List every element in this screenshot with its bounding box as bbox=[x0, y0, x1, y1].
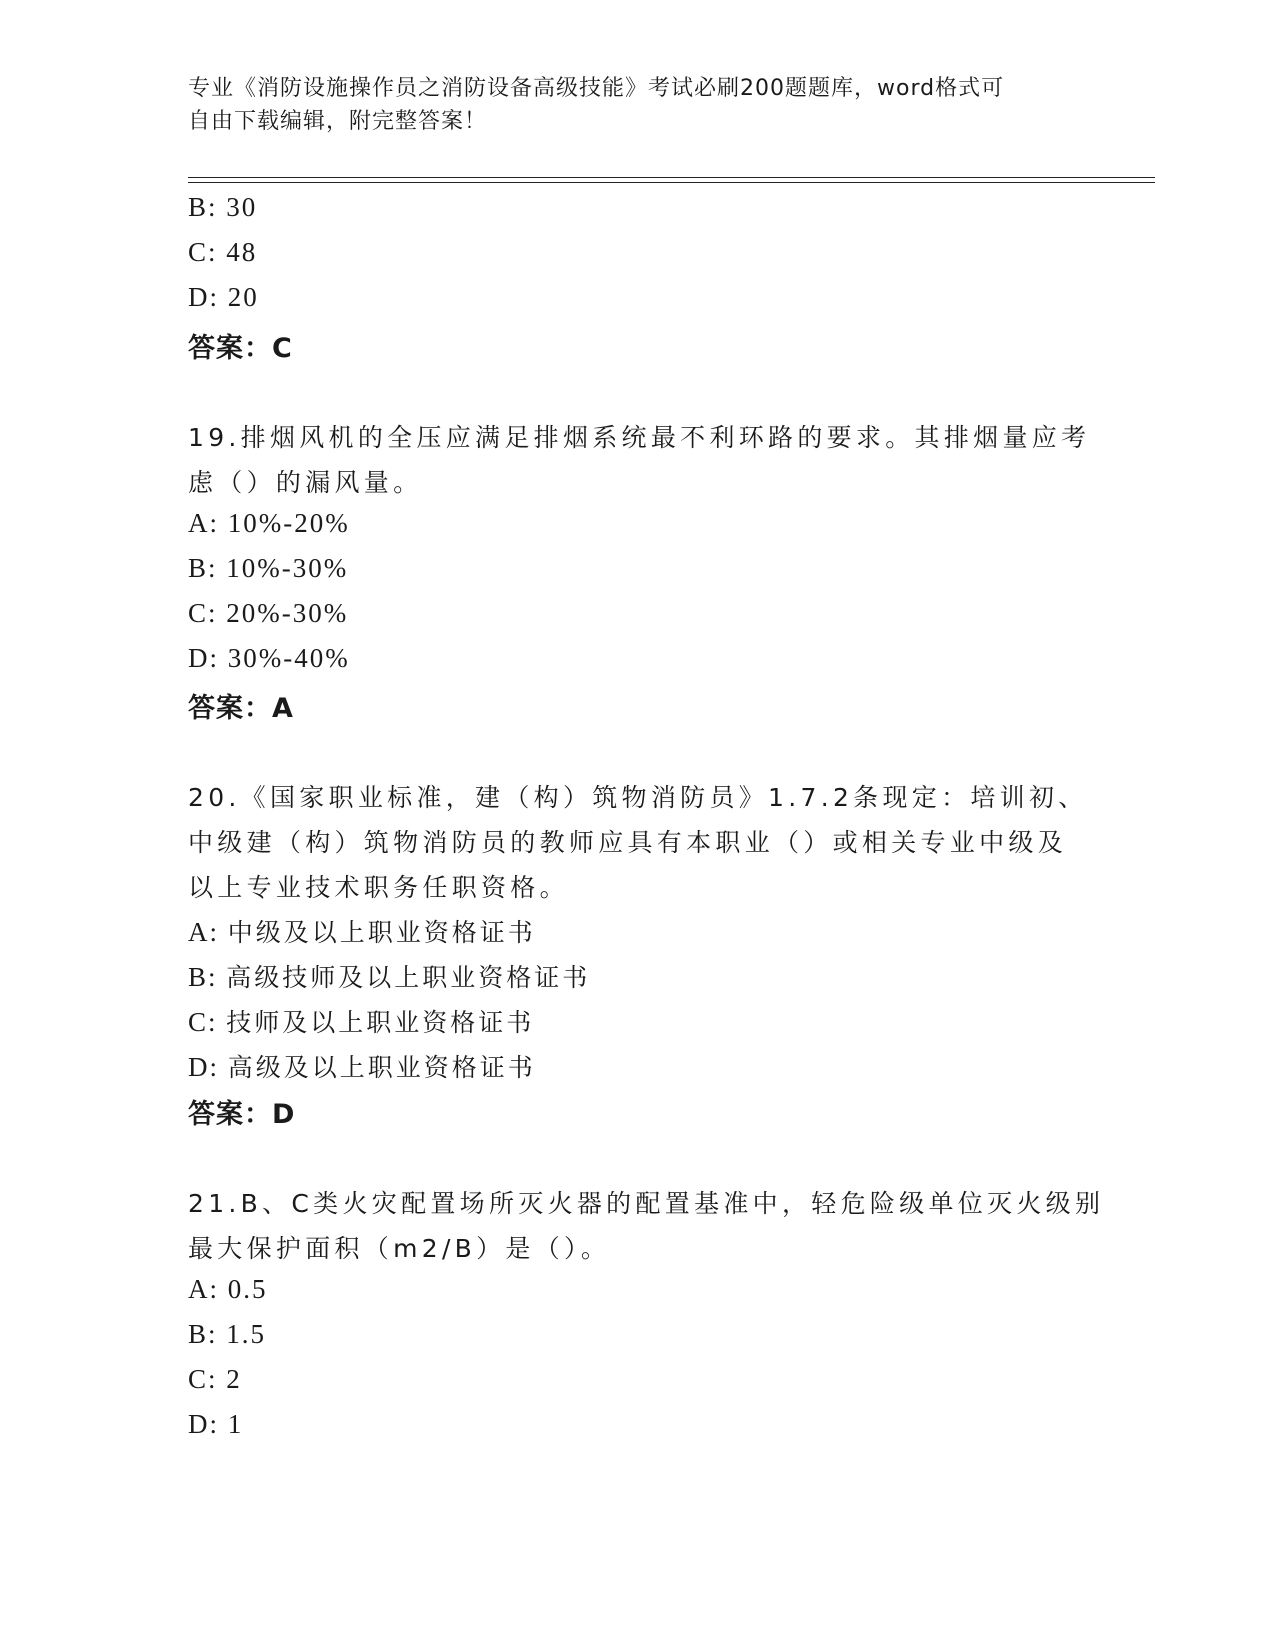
q20-answer: 答案：D bbox=[188, 1099, 296, 1130]
q20-option-b-text: 高级技师及以上职业资格证书 bbox=[226, 963, 591, 992]
q20-option-d-text: 高级及以上职业资格证书 bbox=[227, 1053, 536, 1082]
q20-text-line-2: 中级建（构）筑物消防员的教师应具有本职业（）或相关专业中级及 bbox=[188, 828, 1068, 857]
document-header bbox=[188, 72, 1068, 138]
q19-option-d: D: 30%-40% bbox=[188, 643, 350, 673]
q19-option-a: A: 10%-20% bbox=[188, 508, 350, 538]
q18-option-b: B: 30 bbox=[188, 192, 258, 222]
q20-option-c-key: C: bbox=[188, 1007, 227, 1037]
q21-option-d: D: 1 bbox=[188, 1409, 244, 1439]
q21-text-line-1: 21.B、C类火灾配置场所灭火器的配置基准中，轻危险级单位灭火级别 bbox=[188, 1189, 1105, 1218]
q19-option-c: C: 20%-30% bbox=[188, 598, 349, 628]
q18-option-d: D: 20 bbox=[188, 282, 259, 312]
q20-option-d bbox=[188, 1048, 536, 1084]
q19-text-line-2: 虑（）的漏风量。 bbox=[188, 468, 423, 497]
q20-option-a-text: 中级及以上职业资格证书 bbox=[227, 918, 536, 947]
q20-option-a bbox=[188, 913, 536, 949]
q21-option-c: C: 2 bbox=[188, 1364, 242, 1394]
q18-answer: 答案：C bbox=[188, 333, 293, 364]
q20-option-b bbox=[188, 958, 590, 994]
q21-text-line-2: 最大保护面积（m2/B）是（）。 bbox=[188, 1234, 611, 1263]
q21-option-a: A: 0.5 bbox=[188, 1274, 268, 1304]
q20-option-b-key: B: bbox=[188, 962, 227, 992]
q20-option-a-key: A: bbox=[188, 917, 228, 947]
q18-option-c: C: 48 bbox=[188, 237, 258, 267]
header-line-2: 自由下载编辑，附完整答案！ bbox=[188, 109, 488, 134]
q20-text-line-1: 20.《国家职业标准，建（构）筑物消防员》1.7.2条现定：培训初、 bbox=[188, 783, 1088, 812]
header-divider-bottom bbox=[188, 182, 1155, 183]
q20-option-d-key: D: bbox=[188, 1052, 228, 1082]
q20-option-c bbox=[188, 1003, 534, 1039]
q21-option-b: B: 1.5 bbox=[188, 1319, 267, 1349]
header-divider-top bbox=[188, 177, 1155, 178]
q19-text-line-1: 19.排烟风机的全压应满足排烟系统最不利环路的要求。其排烟量应考 bbox=[188, 423, 1091, 452]
header-line-1: 专业《消防设施操作员之消防设备高级技能》考试必刷200题题库，word格式可 bbox=[188, 76, 1005, 101]
q19-answer: 答案：A bbox=[188, 693, 294, 724]
q20-option-c-text: 技师及以上职业资格证书 bbox=[226, 1008, 535, 1037]
q20-text-line-3: 以上专业技术职务任职资格。 bbox=[188, 873, 569, 902]
q19-option-b: B: 10%-30% bbox=[188, 553, 349, 583]
